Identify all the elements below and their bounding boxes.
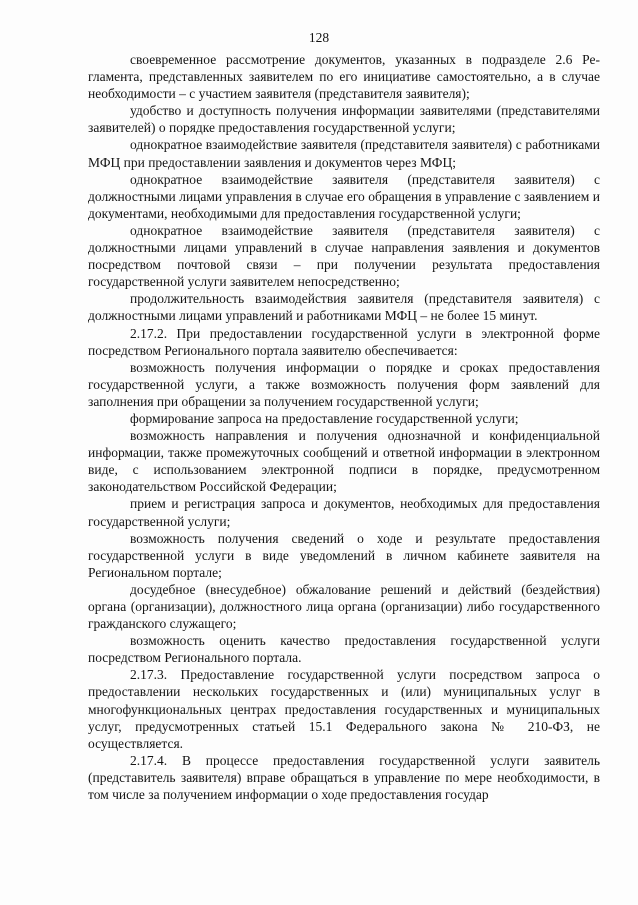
paragraph-quality-rating: возможность оценить качество предоставления государственной услуги посредством Регионального портала.: [88, 633, 600, 666]
paragraph-timely-review: своевременное рассмотрение документов, указанных в подразделе 2.6 Регламента, представленных заявителем по его инициативе самостоятельно, а в случае необходимости – с участием заявителя (представителя заявителя);: [88, 52, 600, 102]
document-body: [88, 51, 600, 803]
paragraph-section-2-17-4: 2.17.4. В процессе предоставления государственной услуги заявитель (представитель заявителя) вправе обращаться в управление по мере необходимости, в том числе за получением информации о ходе предоставления государ: [88, 752, 600, 803]
paragraph-interaction-duration: продолжительность взаимодействия заявителя (представителя заявителя) с должностными лицами управлений и работниками МФЦ – не более 15 минут.: [88, 291, 600, 324]
page-number: 128: [308, 30, 330, 45]
paragraph-request-registration: прием и регистрация запроса и документов, необходимых для предоставления государственной услуги;: [88, 496, 600, 529]
paragraph-office-interaction: однократное взаимодействие заявителя (представителя заявителя) с должностными лицами управления в случае его обращения в управление с заявлением и документами, необходимыми для предоставления государственной услуги;: [88, 171, 600, 221]
paragraph-pretrial-appeal: досудебное (внесудебное) обжалование решений и действий (бездействия) органа (организации), должностного лица органа (организации) либо государственного гражданского служащего;: [88, 581, 600, 632]
paragraph-status-notifications: возможность получения сведений о ходе и результате предоставления государственной услуги в виде уведомлений в личном кабинете заявителя на Региональном портале;: [88, 530, 600, 580]
paragraph-postal-interaction: однократное взаимодействие заявителя (представителя заявителя) с должностными лицами управлений в случае направления заявления и документов посредством почтовой связи – при получении результата предоставления государственной услуги заявителем непосредственно;: [88, 222, 600, 290]
paragraph-info-and-forms: возможность получения информации о порядке и сроках предоставления государственной услуги, а также возможность получения форм заявлений для заполнения при обращении за получением государственной услуги;: [88, 359, 600, 409]
paragraph-mfc-interaction: однократное взаимодействие заявителя (представителя заявителя) с работниками МФЦ при предоставлении заявления и документов через МФЦ;: [88, 137, 600, 170]
paragraph-request-formation: формирование запроса на предоставление государственной услуги;: [130, 410, 519, 426]
paragraph-info-accessibility: удобство и доступность получения информации заявителями (представителями заявителей) о порядке предоставления государственной услуги;: [88, 103, 600, 136]
paragraph-section-2-17-3: 2.17.3. Предоставление государственной услуги посредством запроса о предоставлении нескольких государственных и (или) муниципальных услуг в многофункциональных центрах предоставления государственных и муниципальных услуг, предусмотренных статьей 15.1 Федерального закона № 210-ФЗ, не осуществляется.: [88, 667, 600, 751]
paragraph-electronic-exchange: возможность направления и получения однозначной и конфиденциальной информации, также промежуточных сообщений и ответной информации в электронном виде, с использованием электронной подписи в порядке, предусмотренном законодательством Российской Федерации;: [88, 428, 600, 495]
paragraph-section-2-17-2: 2.17.2. При предоставлении государственной услуги в электронной форме посредством Регионального портала заявителю обеспечивается:: [88, 325, 600, 358]
